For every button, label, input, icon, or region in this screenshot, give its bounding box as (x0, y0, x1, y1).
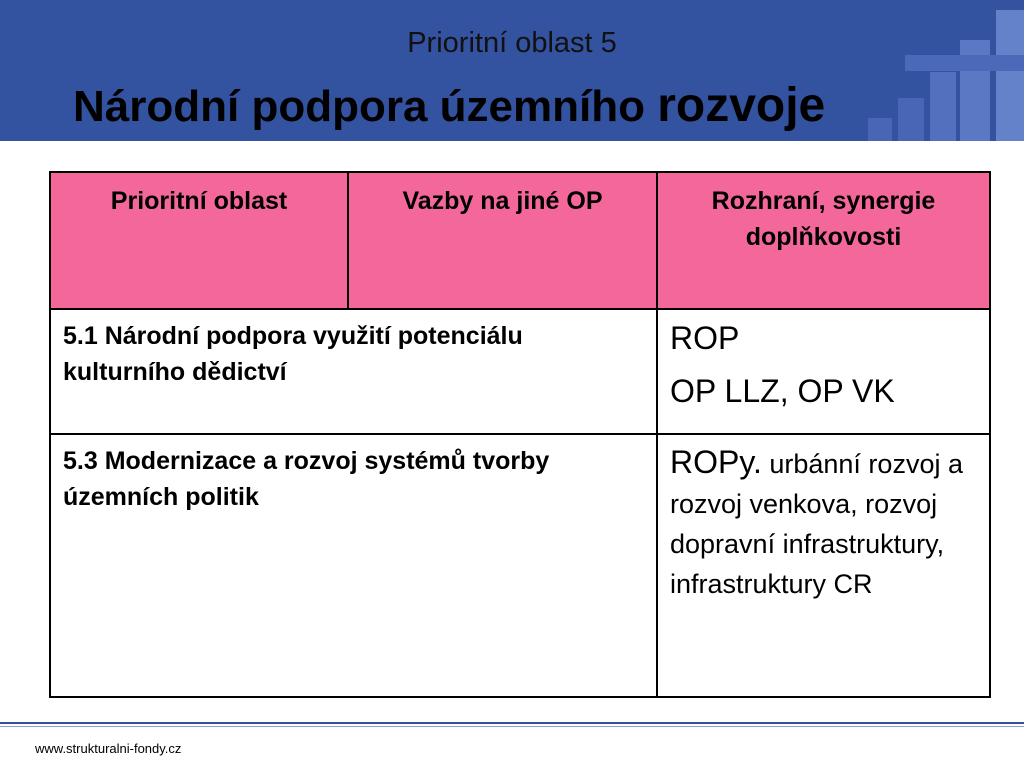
table-row (50, 434, 990, 697)
row-2-links (657, 434, 990, 697)
row-1-area: 5.1 Národní podpora využití potenciálu kulturního dědictví (50, 309, 657, 434)
slide-title-emphasis: rozvoje (657, 79, 826, 132)
table-row (50, 309, 990, 434)
row-2-links-lead: ROPy. (670, 444, 762, 480)
row-1-link-item: ROP (670, 320, 740, 356)
slide-title-main: Národní podpora územního (73, 82, 658, 131)
row-2-area: 5.3 Modernizace a rozvoj systémů tvorby územních politik (50, 434, 657, 697)
header-cell-links: Vazby na jiné OP (348, 172, 657, 309)
header-cell-priority-area: Prioritní oblast (50, 172, 348, 309)
slide-subtitle: Prioritní oblast 5 (407, 27, 617, 59)
row-1-links (657, 309, 990, 434)
footer-url: www.strukturalni-fondy.cz (35, 741, 182, 756)
slide-title (73, 80, 825, 133)
footer-divider-thin (0, 726, 1024, 727)
slide-header (0, 0, 1024, 141)
table-header-row (50, 172, 990, 309)
row-1-link-item: OP LLZ, OP VK (670, 373, 895, 409)
row-2-links-detail: urbánní rozvoj a rozvoj venkova, rozvoj dopravní infrastruktury, infrastruktury CR (670, 449, 963, 599)
header-cell-synergies: Rozhraní, synergie doplňkovosti (657, 172, 990, 309)
footer-divider (0, 722, 1024, 724)
priority-table (49, 171, 991, 698)
